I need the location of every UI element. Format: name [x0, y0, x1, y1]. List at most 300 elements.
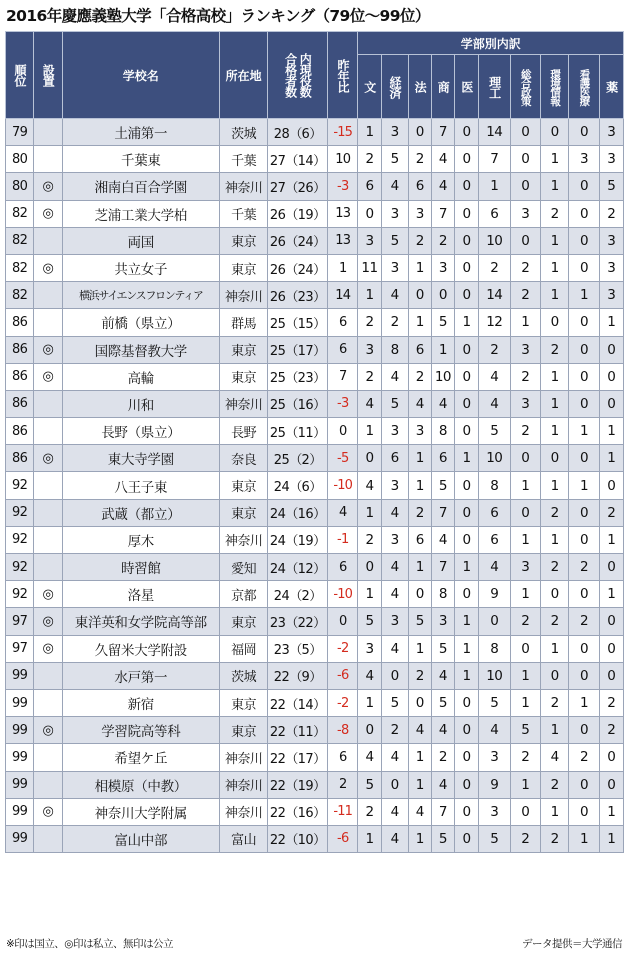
- current-value: 19: [297, 208, 314, 224]
- faculty-count-cell: 1: [510, 581, 540, 608]
- passers-value: 25: [269, 371, 286, 387]
- location-cell: 愛知: [219, 554, 267, 581]
- paren-close: ）: [313, 425, 326, 441]
- school-name-cell: 時習館: [62, 554, 219, 581]
- paren-close: ）: [313, 235, 326, 251]
- rank-cell: 82: [6, 227, 34, 254]
- change-cell: 6: [328, 554, 358, 581]
- faculty-count-cell: 0: [569, 771, 599, 798]
- faculty-count-cell: 3: [381, 472, 408, 499]
- passers-cell: [268, 282, 328, 309]
- faculty-count-cell: 1: [599, 309, 623, 336]
- passers-value: 24: [273, 588, 290, 604]
- location-cell: 富山: [219, 825, 267, 852]
- faculty-count-cell: 4: [381, 581, 408, 608]
- faculty-count-cell: 1: [454, 445, 478, 472]
- faculty-count-cell: 6: [479, 526, 510, 553]
- faculty-count-cell: 0: [408, 581, 431, 608]
- current-value: 2: [301, 588, 310, 604]
- faculty-count-cell: 2: [381, 309, 408, 336]
- paren-close: ）: [313, 180, 326, 196]
- change-cell: 10: [328, 146, 358, 173]
- faculty-count-cell: 1: [431, 336, 454, 363]
- header-est: 設置: [34, 32, 62, 119]
- faculty-count-cell: 6: [408, 173, 431, 200]
- faculty-count-cell: 0: [454, 499, 478, 526]
- rank-cell: 99: [6, 825, 34, 852]
- change-cell: -1: [328, 526, 358, 553]
- establishment-cell: [34, 146, 62, 173]
- header-faculty: 環境情報: [540, 55, 568, 119]
- school-name-cell: 芝浦工業大学柏: [62, 200, 219, 227]
- faculty-count-cell: 5: [431, 689, 454, 716]
- faculty-count-cell: 0: [454, 744, 478, 771]
- passers-cell: [268, 418, 328, 445]
- passers-cell: [268, 825, 328, 852]
- ranking-rows: [6, 119, 624, 853]
- school-name-cell: 水戸第一: [62, 662, 219, 689]
- faculty-count-cell: 5: [358, 608, 381, 635]
- change-cell: -10: [328, 581, 358, 608]
- faculty-count-cell: 1: [358, 499, 381, 526]
- faculty-count-cell: 3: [599, 282, 623, 309]
- faculty-count-cell: 0: [569, 798, 599, 825]
- faculty-count-cell: 4: [431, 390, 454, 417]
- passers-cell: [268, 744, 328, 771]
- location-cell: 東京: [219, 336, 267, 363]
- faculty-count-cell: 4: [431, 173, 454, 200]
- faculty-count-cell: 0: [454, 254, 478, 281]
- faculty-count-cell: 0: [454, 200, 478, 227]
- faculty-count-cell: 2: [540, 825, 568, 852]
- faculty-count-cell: 2: [569, 608, 599, 635]
- faculty-count-cell: 5: [479, 825, 510, 852]
- paren-open: （: [289, 480, 302, 496]
- school-name-cell: 東洋英和女学院高等部: [62, 608, 219, 635]
- header-passers: 合格者数: [283, 53, 298, 97]
- paren-close: ）: [309, 670, 322, 686]
- faculty-count-cell: 1: [510, 662, 540, 689]
- rank-cell: 79: [6, 119, 34, 146]
- paren-open: （: [285, 344, 298, 360]
- table-row: [6, 336, 624, 363]
- faculty-count-cell: 0: [454, 418, 478, 445]
- current-value: 16: [297, 806, 314, 822]
- footnote: ※印は国立、◎印は私立、無印は公立: [6, 938, 173, 950]
- faculty-count-cell: 1: [408, 744, 431, 771]
- faculty-count-cell: 1: [454, 309, 478, 336]
- faculty-count-cell: 3: [381, 200, 408, 227]
- faculty-count-cell: 0: [454, 526, 478, 553]
- current-value: 6: [301, 126, 310, 142]
- faculty-count-cell: 1: [599, 526, 623, 553]
- current-value: 15: [297, 316, 314, 332]
- rank-cell: 86: [6, 390, 34, 417]
- passers-cell: [268, 309, 328, 336]
- location-cell: 東京: [219, 689, 267, 716]
- current-value: 23: [297, 371, 314, 387]
- establishment-cell: [34, 282, 62, 309]
- change-cell: 2: [328, 771, 358, 798]
- paren-open: （: [285, 833, 298, 849]
- faculty-count-cell: 4: [431, 146, 454, 173]
- establishment-cell: [34, 744, 62, 771]
- faculty-count-cell: 0: [569, 635, 599, 662]
- faculty-count-cell: 0: [454, 173, 478, 200]
- faculty-count-cell: 3: [431, 254, 454, 281]
- passers-cell: [268, 499, 328, 526]
- faculty-count-cell: 1: [540, 526, 568, 553]
- rank-cell: 99: [6, 771, 34, 798]
- header-faculty: 看護医療: [569, 55, 599, 119]
- paren-open: （: [285, 235, 298, 251]
- faculty-count-cell: 1: [540, 472, 568, 499]
- establishment-cell: [34, 825, 62, 852]
- passers-value: 22: [269, 806, 286, 822]
- faculty-count-cell: 10: [479, 227, 510, 254]
- faculty-count-cell: 1: [408, 254, 431, 281]
- location-cell: 神奈川: [219, 282, 267, 309]
- faculty-count-cell: 2: [599, 717, 623, 744]
- change-cell: -10: [328, 472, 358, 499]
- faculty-count-cell: 3: [381, 254, 408, 281]
- faculty-count-cell: 5: [381, 390, 408, 417]
- faculty-count-cell: 0: [569, 662, 599, 689]
- faculty-count-cell: 2: [358, 146, 381, 173]
- passers-value: 22: [269, 833, 286, 849]
- paren-close: ）: [313, 779, 326, 795]
- faculty-count-cell: 1: [358, 825, 381, 852]
- establishment-cell: [34, 390, 62, 417]
- faculty-count-cell: 2: [540, 499, 568, 526]
- table-row: [6, 798, 624, 825]
- faculty-count-cell: 0: [540, 662, 568, 689]
- faculty-count-cell: 3: [431, 608, 454, 635]
- faculty-count-cell: 0: [569, 499, 599, 526]
- passers-value: 24: [269, 507, 286, 523]
- paren-open: （: [285, 779, 298, 795]
- faculty-count-cell: 3: [358, 227, 381, 254]
- school-name-cell: 希望ケ丘: [62, 744, 219, 771]
- faculty-count-cell: 6: [381, 445, 408, 472]
- rank-cell: 80: [6, 173, 34, 200]
- paren-open: （: [289, 670, 302, 686]
- faculty-count-cell: 5: [381, 146, 408, 173]
- faculty-count-cell: 5: [431, 309, 454, 336]
- faculty-count-cell: 7: [431, 798, 454, 825]
- faculty-count-cell: 0: [599, 744, 623, 771]
- faculty-count-cell: 0: [599, 662, 623, 689]
- school-name-cell: 土浦第一: [62, 119, 219, 146]
- faculty-count-cell: 0: [408, 119, 431, 146]
- paren-close: ）: [313, 507, 326, 523]
- passers-value: 23: [273, 643, 290, 659]
- change-cell: -15: [328, 119, 358, 146]
- faculty-count-cell: 0: [431, 282, 454, 309]
- current-value: 26: [297, 180, 314, 196]
- rank-cell: 86: [6, 309, 34, 336]
- faculty-count-cell: 0: [569, 363, 599, 390]
- establishment-cell: ◎: [34, 635, 62, 662]
- rank-cell: 92: [6, 526, 34, 553]
- faculty-count-cell: 2: [431, 227, 454, 254]
- paren-close: ）: [309, 452, 322, 468]
- faculty-count-cell: 10: [479, 662, 510, 689]
- passers-value: 26: [269, 235, 286, 251]
- paren-open: （: [285, 398, 298, 414]
- header-faculty: 薬: [599, 55, 623, 119]
- table-row: [6, 771, 624, 798]
- faculty-count-cell: 2: [510, 282, 540, 309]
- change-cell: -2: [328, 689, 358, 716]
- faculty-count-cell: 2: [599, 689, 623, 716]
- faculty-count-cell: 0: [454, 581, 478, 608]
- passers-cell: [268, 146, 328, 173]
- change-cell: -3: [328, 390, 358, 417]
- current-value: 24: [297, 262, 314, 278]
- faculty-count-cell: 4: [381, 173, 408, 200]
- establishment-cell: ◎: [34, 200, 62, 227]
- paren-close: ）: [313, 208, 326, 224]
- current-value: 16: [297, 398, 314, 414]
- paren-close: ）: [313, 806, 326, 822]
- passers-cell: [268, 336, 328, 363]
- faculty-count-cell: 2: [510, 363, 540, 390]
- location-cell: 神奈川: [219, 771, 267, 798]
- faculty-count-cell: 0: [569, 254, 599, 281]
- faculty-count-cell: 1: [454, 554, 478, 581]
- faculty-count-cell: 5: [381, 689, 408, 716]
- faculty-count-cell: 6: [479, 499, 510, 526]
- faculty-count-cell: 8: [381, 336, 408, 363]
- faculty-count-cell: 7: [431, 554, 454, 581]
- current-value: 11: [297, 425, 314, 441]
- faculty-count-cell: 1: [510, 309, 540, 336]
- faculty-count-cell: 4: [479, 717, 510, 744]
- faculty-count-cell: 1: [510, 526, 540, 553]
- header-faculty: 文: [358, 55, 381, 119]
- establishment-cell: ◎: [34, 363, 62, 390]
- faculty-count-cell: 1: [358, 119, 381, 146]
- faculty-count-cell: 0: [358, 554, 381, 581]
- table-row: [6, 825, 624, 852]
- faculty-count-cell: 3: [408, 418, 431, 445]
- faculty-count-cell: 2: [540, 608, 568, 635]
- change-cell: -11: [328, 798, 358, 825]
- location-cell: 福岡: [219, 635, 267, 662]
- table-row: [6, 526, 624, 553]
- paren-open: （: [289, 643, 302, 659]
- passers-value: 24: [273, 480, 290, 496]
- current-value: 6: [301, 480, 310, 496]
- establishment-cell: ◎: [34, 717, 62, 744]
- faculty-count-cell: 6: [479, 200, 510, 227]
- school-name-cell: 相模原（中教）: [62, 771, 219, 798]
- establishment-cell: [34, 689, 62, 716]
- faculty-count-cell: 2: [540, 689, 568, 716]
- faculty-count-cell: 0: [569, 445, 599, 472]
- passers-cell: [268, 200, 328, 227]
- faculty-count-cell: 3: [381, 526, 408, 553]
- faculty-count-cell: 5: [431, 635, 454, 662]
- paren-close: ）: [313, 615, 326, 631]
- faculty-count-cell: 2: [510, 608, 540, 635]
- paren-open: （: [285, 208, 298, 224]
- faculty-count-cell: 2: [599, 499, 623, 526]
- rank-cell: 86: [6, 418, 34, 445]
- faculty-count-cell: 3: [358, 635, 381, 662]
- faculty-count-cell: 1: [540, 717, 568, 744]
- page-title: 2016年慶應義塾大学「合格高校」ランキング（79位〜99位）: [6, 7, 430, 25]
- faculty-count-cell: 2: [510, 418, 540, 445]
- table-row: [6, 581, 624, 608]
- change-cell: 6: [328, 336, 358, 363]
- passers-value: 26: [269, 262, 286, 278]
- current-value: 14: [297, 153, 314, 169]
- rank-cell: 92: [6, 499, 34, 526]
- rank-cell: 99: [6, 689, 34, 716]
- faculty-count-cell: 12: [479, 309, 510, 336]
- paren-close: ）: [313, 153, 326, 169]
- faculty-count-cell: 11: [358, 254, 381, 281]
- faculty-count-cell: 0: [454, 390, 478, 417]
- rank-cell: 99: [6, 798, 34, 825]
- school-name-cell: 洛星: [62, 581, 219, 608]
- current-value: 14: [297, 697, 314, 713]
- current-value: 24: [297, 235, 314, 251]
- change-cell: 0: [328, 608, 358, 635]
- faculty-count-cell: 3: [510, 200, 540, 227]
- header-faculty: 総合政策: [510, 55, 540, 119]
- table-row: [6, 717, 624, 744]
- faculty-count-cell: 5: [358, 771, 381, 798]
- school-name-cell: 高輪: [62, 363, 219, 390]
- faculty-count-cell: 0: [599, 635, 623, 662]
- faculty-count-cell: 1: [540, 635, 568, 662]
- faculty-count-cell: 1: [358, 581, 381, 608]
- header-breakdown: 学部別内訳: [358, 32, 624, 55]
- faculty-count-cell: 0: [454, 798, 478, 825]
- faculty-count-cell: 0: [599, 363, 623, 390]
- faculty-count-cell: 4: [540, 744, 568, 771]
- faculty-count-cell: 0: [454, 771, 478, 798]
- faculty-count-cell: 6: [358, 173, 381, 200]
- faculty-count-cell: 0: [510, 499, 540, 526]
- faculty-count-cell: 1: [540, 254, 568, 281]
- faculty-count-cell: 5: [408, 608, 431, 635]
- faculty-count-cell: 0: [358, 200, 381, 227]
- change-cell: -8: [328, 717, 358, 744]
- header-faculty: 医: [454, 55, 478, 119]
- change-cell: 7: [328, 363, 358, 390]
- faculty-count-cell: 0: [569, 717, 599, 744]
- faculty-count-cell: 2: [479, 336, 510, 363]
- faculty-count-cell: 1: [599, 418, 623, 445]
- location-cell: 東京: [219, 717, 267, 744]
- table-row: [6, 744, 624, 771]
- faculty-count-cell: 0: [454, 282, 478, 309]
- paren-close: ）: [313, 561, 326, 577]
- faculty-count-cell: 1: [454, 662, 478, 689]
- change-cell: -6: [328, 662, 358, 689]
- faculty-count-cell: 0: [479, 608, 510, 635]
- faculty-count-cell: 2: [510, 744, 540, 771]
- faculty-count-cell: 8: [431, 581, 454, 608]
- faculty-count-cell: 0: [569, 227, 599, 254]
- passers-value: 25: [269, 398, 286, 414]
- change-cell: -2: [328, 635, 358, 662]
- rank-cell: 82: [6, 282, 34, 309]
- establishment-cell: [34, 554, 62, 581]
- faculty-count-cell: 0: [599, 390, 623, 417]
- change-cell: -3: [328, 173, 358, 200]
- location-cell: 群馬: [219, 309, 267, 336]
- faculty-count-cell: 4: [408, 717, 431, 744]
- passers-cell: [268, 254, 328, 281]
- passers-cell: [268, 554, 328, 581]
- faculty-count-cell: 0: [569, 336, 599, 363]
- faculty-count-cell: 0: [454, 825, 478, 852]
- ranking-table: [5, 31, 624, 853]
- table-row: [6, 282, 624, 309]
- current-value: 12: [297, 561, 314, 577]
- faculty-count-cell: 0: [569, 581, 599, 608]
- paren-open: （: [285, 724, 298, 740]
- paren-open: （: [285, 371, 298, 387]
- faculty-count-cell: 1: [569, 472, 599, 499]
- header-faculty: 法: [408, 55, 431, 119]
- header-rank: 順位: [6, 32, 34, 119]
- faculty-count-cell: 7: [479, 146, 510, 173]
- faculty-count-cell: 2: [358, 363, 381, 390]
- passers-value: 22: [269, 724, 286, 740]
- faculty-count-cell: 5: [479, 689, 510, 716]
- establishment-cell: [34, 119, 62, 146]
- faculty-count-cell: 4: [358, 744, 381, 771]
- faculty-count-cell: 0: [358, 717, 381, 744]
- location-cell: 東京: [219, 608, 267, 635]
- faculty-count-cell: 1: [599, 798, 623, 825]
- passers-value: 28: [273, 126, 290, 142]
- table-row: [6, 390, 624, 417]
- rank-cell: 82: [6, 200, 34, 227]
- passers-cell: [268, 608, 328, 635]
- faculty-count-cell: 9: [479, 581, 510, 608]
- change-cell: -5: [328, 445, 358, 472]
- passers-value: 27: [269, 180, 286, 196]
- change-cell: 13: [328, 200, 358, 227]
- faculty-count-cell: 1: [569, 689, 599, 716]
- change-cell: 1: [328, 254, 358, 281]
- change-cell: 6: [328, 309, 358, 336]
- faculty-count-cell: 0: [454, 119, 478, 146]
- faculty-count-cell: 3: [510, 336, 540, 363]
- faculty-count-cell: 2: [358, 526, 381, 553]
- faculty-count-cell: 0: [510, 173, 540, 200]
- faculty-count-cell: 10: [479, 445, 510, 472]
- current-value: 2: [301, 452, 310, 468]
- table-row: [6, 689, 624, 716]
- faculty-count-cell: 5: [599, 173, 623, 200]
- paren-close: ）: [313, 371, 326, 387]
- passers-cell: [268, 526, 328, 553]
- establishment-cell: [34, 472, 62, 499]
- school-name-cell: 川和: [62, 390, 219, 417]
- paren-close: ）: [313, 724, 326, 740]
- faculty-count-cell: 1: [408, 472, 431, 499]
- faculty-count-cell: 3: [408, 200, 431, 227]
- faculty-count-cell: 0: [454, 717, 478, 744]
